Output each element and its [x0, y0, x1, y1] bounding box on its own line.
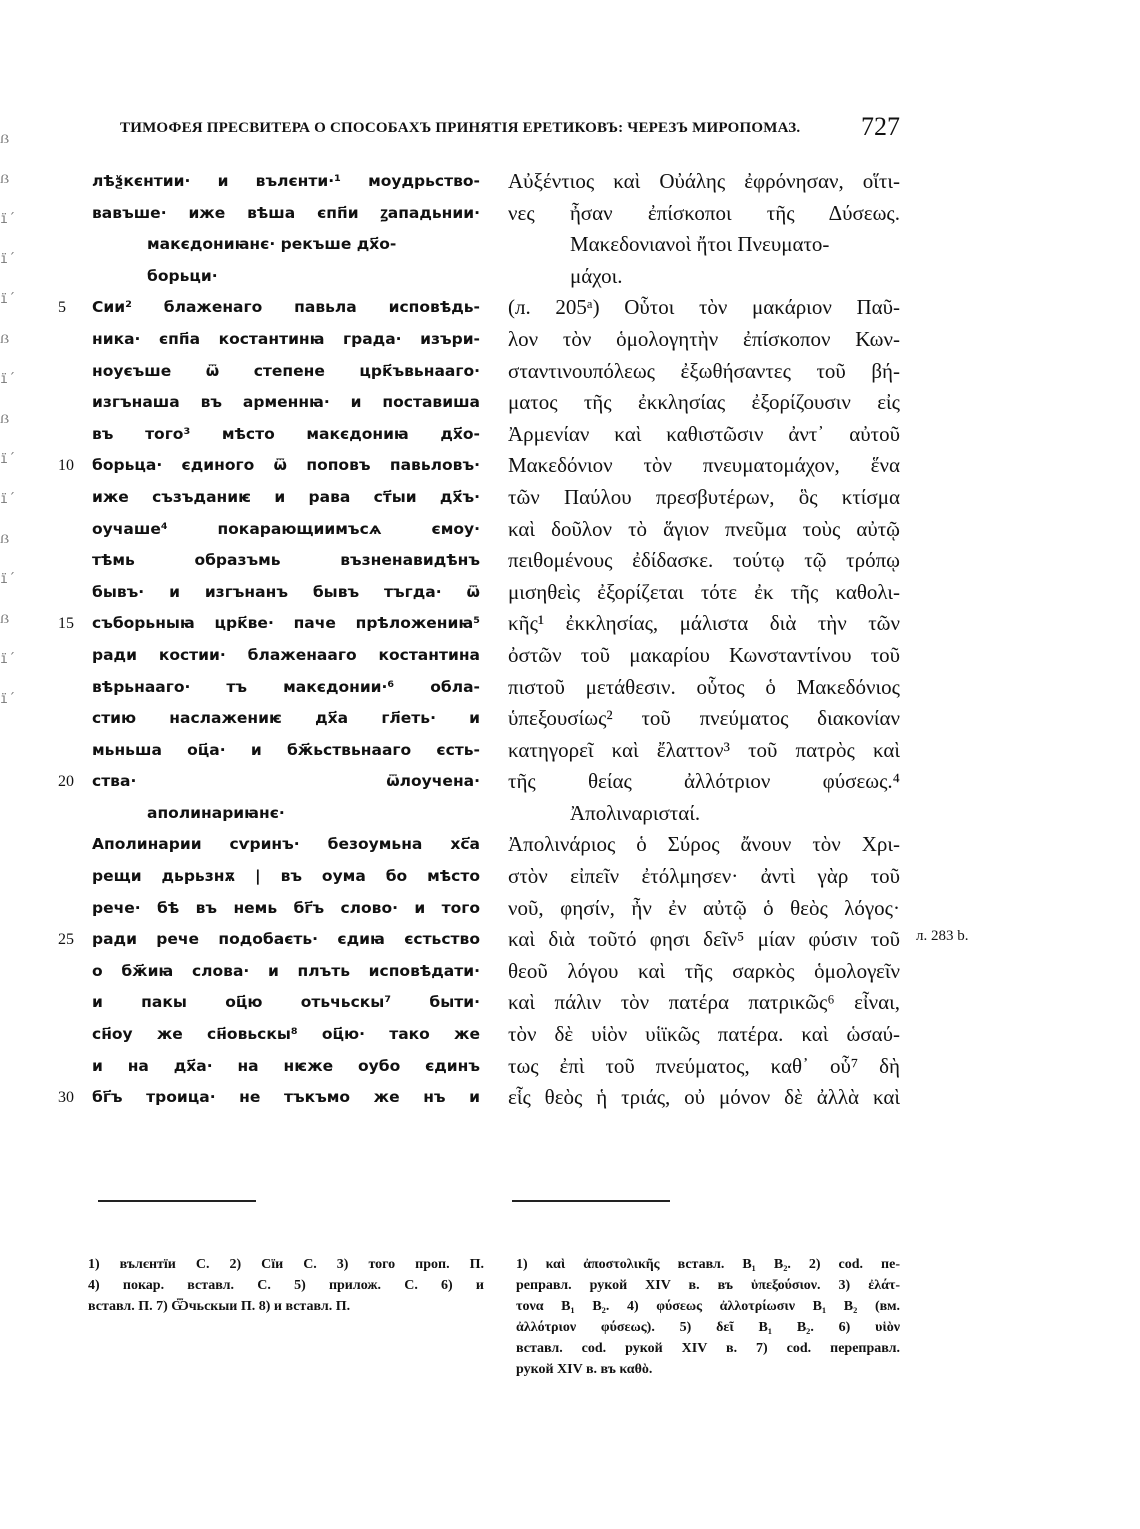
greek-line: στὸν εἰπεῖν ἐτόλμησεν· ἀντὶ γὰρ τοῦ: [508, 864, 900, 889]
line-number: 5: [58, 299, 66, 317]
slavonic-line: изгънаша въ арменнꙗ· и поставиша: [92, 393, 480, 412]
greek-heading: Ἀπολιναρισταί.: [570, 800, 701, 825]
greek-line: τῶν Παύλου πρεσβυτέρων, ὃς κτίσμα: [508, 484, 900, 509]
greek-line: σταντινουπόλεως ἐξωθήσαντες τοῦ βή-: [508, 358, 900, 383]
greek-line: ματος τῆς ἐκκλησίας ἐξορίζουσιν εἰς: [508, 390, 900, 415]
scan-margin-artifacts: ẞ ẞ ḯ ḯ ḯ ẞ ḯ ẞ ḯ ḯ ẞ ḯ ẞ ḯ ḯ: [0, 132, 10, 707]
footnote-line: вставл. П. 7) Ѿчьскыи П. 8) и вставл. П.: [88, 1299, 351, 1314]
slavonic-line: рещи дьрьзнѫ | въ оума бо мѣсто: [92, 867, 480, 886]
greek-line: μισηθεὶς ἐξορίζεται τότε ἐκ τῆς καθολι-: [508, 579, 900, 604]
slavonic-line: тѣмь образъмь възненавидѣнъ: [92, 551, 480, 570]
greek-line: τὸν δὲ υἱὸν υἱϊκῶς πατέρα. καὶ ὡσαύ-: [508, 1022, 900, 1047]
slavonic-line: и на дх҃а· на нѥже оубо єдинъ: [92, 1056, 480, 1075]
line-number: 30: [58, 1089, 74, 1107]
slavonic-line: вавъше· иже вѣша єпп҃и ꙁападьнии·: [92, 203, 480, 222]
greek-line: Αὐξέντιος καὶ Οὐάλης ἐφρόνησαν, οἵτι-: [508, 169, 900, 193]
slavonic-line: ства· ѿлоучена·: [92, 772, 480, 791]
footnote-line: 1) καὶ ἀποστολικῆς вставл. B₁ B₂. 2) cod. пе-: [516, 1257, 900, 1272]
line-number: 10: [58, 457, 74, 475]
greek-heading: Μακεδονιανοὶ ἤτοι Πνευματο-: [570, 232, 830, 257]
slavonic-line: рече· бѣ въ немь бг҃ъ слово· и того: [92, 898, 480, 917]
footnotes-left: [88, 1254, 484, 1317]
slavonic-line: ноуєъше ѿ степене црк҃ъвьнааго·: [92, 361, 480, 380]
greek-line: τῆς θείας ἀλλότριον φύσεως.⁴: [508, 769, 900, 794]
greek-line: νες ἦσαν ἐπίσκοποι τῆς Δύσεως.: [508, 200, 900, 225]
running-header: [110, 112, 900, 142]
greek-line: νοῦ, φησίν, ἦν ἐν αὐτῷ ὁ θεὸς λόγος·: [508, 895, 900, 920]
greek-line: κατηγορεῖ καὶ ἔλαττον³ τοῦ πατρὸς καὶ: [508, 737, 900, 762]
slavonic-line: стию наслажениѥ дх҃а гл҃еть· и: [92, 709, 480, 728]
slavonic-line: ника· єпп҃а костантинꙗ града· изъри-: [92, 329, 480, 348]
slavonic-line: бывъ· и изгънанъ бывъ тъгда· ѿ: [92, 582, 480, 601]
footnote-line: ἀλλότριον φύσεως). 5) δεῖ B₁ B₂. 6) υἱὸν: [516, 1320, 900, 1335]
greek-line: (л. 205ᵃ) Οὗτοι τὸν μακάριον Παῦ-: [508, 295, 900, 320]
slavonic-line: въ того³ мѣсто макєдониꙗ дх҃о-: [92, 424, 480, 443]
slavonic-line: съборьныꙗ црк҃ве· паче прѣложениꙗ⁵: [92, 614, 480, 633]
margin-folio-note: л. 283 b.: [916, 928, 969, 944]
greek-line: πειθομένους ἐδίδασκε. τούτῳ τῷ τρόπῳ: [508, 548, 900, 573]
slavonic-line: мьньша оц҃а· и бж҃ьствьнааго єсть-: [92, 740, 480, 759]
header-title: ТИМОФЕЯ ПРЕСВИТЕРА О СПОСОБАХЪ ПРИНЯТІЯ ЕРЕТИКОВЪ: ЧЕРЕЗЪ МИРОПОМАЗ.: [120, 120, 801, 136]
slavonic-heading: аполинариꙗнє·: [147, 803, 285, 822]
footnote-line: 4) покар. вставл. С. 5) прилож. С. 6) и: [88, 1278, 484, 1293]
greek-line: κῆς¹ ἐκκλησίας, μάλιστα διὰ τὴν τῶν: [508, 611, 900, 636]
footnote-line: вставл. cod. рукой XIV в. 7) cod. переправл.: [516, 1341, 900, 1356]
page-number: 727: [861, 112, 900, 141]
greek-line: Μακεδόνιον τὸν πνευματομάχον, ἕνα: [508, 453, 900, 478]
greek-line: πιστοῦ μετάθεσιν. οὗτος ὁ Μακεδόνιος: [508, 674, 900, 699]
slavonic-line: Сии² блаженаго павьла исповѣдь-: [92, 298, 480, 317]
slavonic-line: борьца· єдиного ѿ поповъ павьловъ·: [92, 456, 480, 475]
line-number: 25: [58, 931, 74, 949]
line-number: 20: [58, 773, 74, 791]
greek-line: Ἀρμενίαν καὶ καθιστῶσιν ἀντ᾽ αὐτοῦ: [508, 421, 900, 446]
greek-line: καὶ πάλιν τὸν πατέρα πατρικῶς⁶ εἶναι,: [508, 990, 900, 1015]
greek-line: θεοῦ λόγου καὶ τῆς σαρκὸς ὁμολογεῖν: [508, 958, 900, 983]
slavonic-line: о бж҃иꙗ слова· и плъть исповѣдати·: [92, 961, 480, 980]
slavonic-line: ради рече подобаєть· єдиꙗ єстьство: [92, 930, 480, 949]
slavonic-line: бг҃ъ троица· не тъкъмо же нъ и: [92, 1088, 480, 1107]
slavonic-line: Аполинарии сѵринъ· безоумьна хс҃а: [92, 835, 480, 854]
greek-line: λον τὸν ὁμολογητὴν ἐπίσκοπον Κων-: [508, 326, 900, 351]
slavonic-text-column: [92, 166, 480, 1114]
slavonic-line: и пакы оц҃ю отьчьскы⁷ быти·: [92, 993, 480, 1012]
slavonic-heading: борьци·: [147, 266, 218, 285]
slavonic-line: ради костии· блаженааго костантина: [92, 645, 480, 664]
footnote-line: рукой XIV в. въ καθὸ.: [516, 1362, 653, 1377]
greek-line: εἷς θεὸς ἡ τριάς, οὐ μόνον δὲ ἀλλὰ καὶ: [508, 1085, 900, 1110]
greek-line: Ἀπολινάριος ὁ Σύρος ἄνουν τὸν Χρι-: [508, 832, 900, 857]
footnotes-right: [516, 1254, 900, 1380]
greek-line: ὑπεξουσίως² τοῦ πνεύματος διακονίαν: [508, 706, 900, 731]
footnote-line: реправл. рукой XIV в. въ ὑπεξούσιον. 3) ἐλάτ-: [516, 1278, 900, 1293]
greek-line: ὀστῶν τοῦ μακαρίου Κωνσταντίνου τοῦ: [508, 642, 900, 667]
slavonic-line: лѣѯкєнтии· и вълєнти·¹ моудрьство-: [92, 172, 480, 190]
slavonic-line: сн҃оу же сн҃овьскы⁸ оц҃ю· тако же: [92, 1025, 480, 1044]
slavonic-line: иже съзъданиѥ и рава ст҃ыи дх҃ъ·: [92, 487, 480, 506]
slavonic-line: оучаше⁴ покарающиимъсѧ ємоу·: [92, 519, 480, 538]
footnote-line: 1) вълєнтїи С. 2) Сїи С. 3) того проп. П.: [88, 1257, 484, 1272]
greek-heading: μάχοι.: [570, 263, 623, 288]
footnote-rule-left: [98, 1200, 256, 1202]
greek-text-column: [508, 166, 900, 1114]
greek-line: τως ἐπὶ τοῦ πνεύματος, καθ᾽ οὗ⁷ δὴ: [508, 1053, 900, 1078]
slavonic-line: вѣрьнааго· тъ макєдонии·⁶ обла-: [92, 677, 480, 696]
footnote-line: τονα B₁ B₂. 4) φύσεως ἀλλοτρίωσιν B₁ B₂ (вм.: [516, 1299, 900, 1314]
line-number: 15: [58, 615, 74, 633]
greek-line: καὶ δοῦλον τὸ ἅγιον πνεῦμα τοὺς αὐτῷ: [508, 516, 900, 541]
footnote-rule-right: [512, 1200, 670, 1202]
slavonic-heading: макєдониꙗнє· рекъше дх҃о-: [147, 235, 397, 254]
greek-line: καὶ διὰ τοῦτό φησι δεῖν⁵ μίαν φύσιν τοῦ: [508, 927, 900, 952]
